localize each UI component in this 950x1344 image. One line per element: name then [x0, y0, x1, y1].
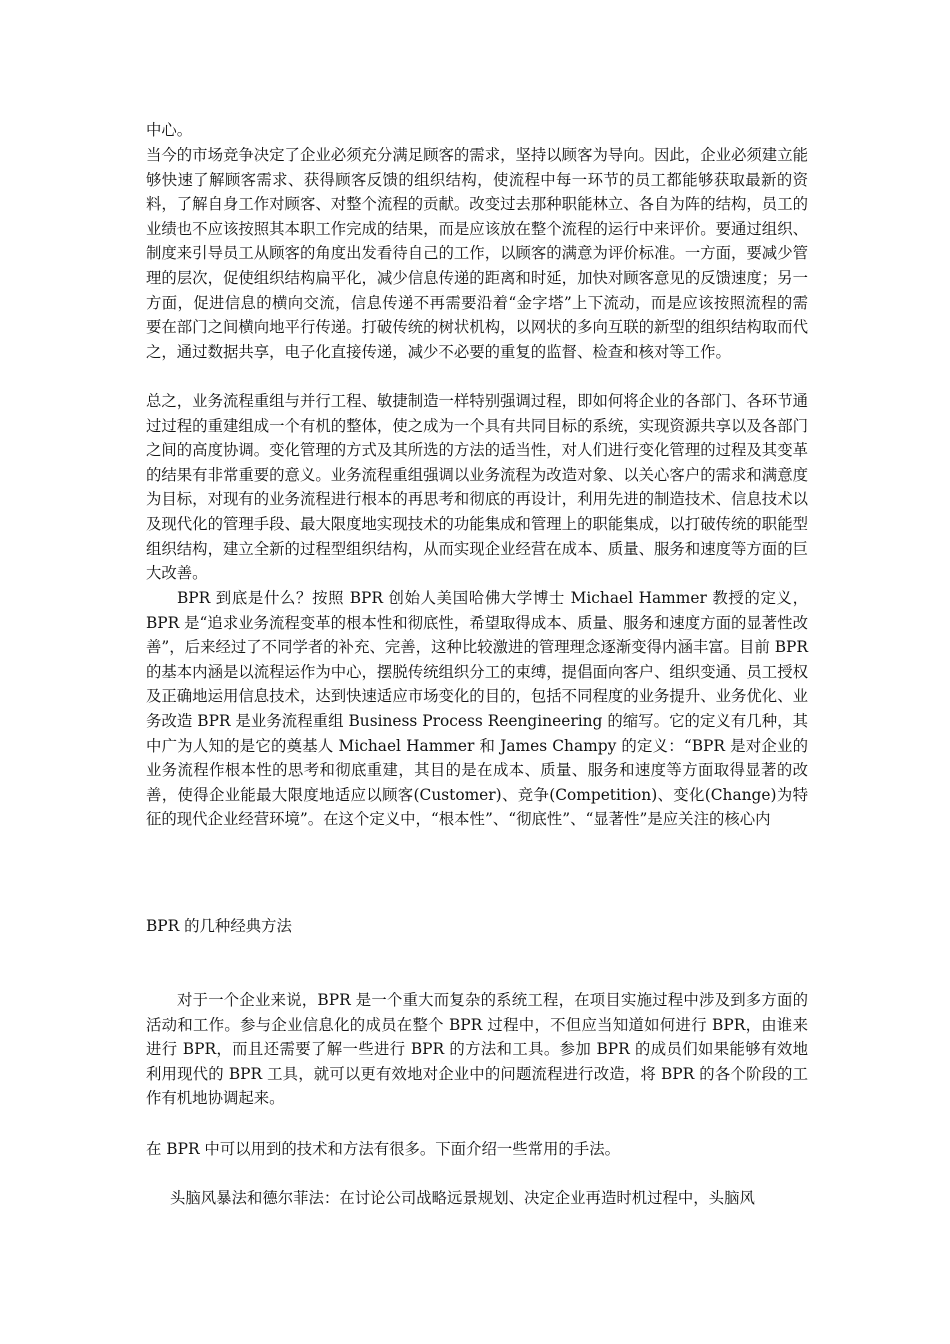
paragraph-1: 中心。 [146, 121, 193, 139]
section-heading: BPR 的几种经典方法 [146, 917, 292, 935]
paragraph-5: 对于一个企业来说，BPR 是一个重大而复杂的系统工程，在项目实施过程中涉及到多方面的活动和工作。参与企业信息化的成员在整个 BPR 过程中，不但应当知道如何进行 BPR，由谁来进行 BPR，而且还需要了解一些进行 BPR 的方法和工具。参加 BPR 的成员们如果能够有效地利用现代的 BPR 工具，就可以更有效地对企业中的问题流程进行改造，将 BPR 的各个阶段的工作有机地协调起来。 [146, 991, 808, 1108]
paragraph-2: 当今的市场竞争决定了企业必须充分满足顾客的需求，坚持以顾客为导向。因此，企业必须建立能够快速了解顾客需求、获得顾客反馈的组织结构，使流程中每一环节的员工都能够获取最新的资料，了解自身工作对顾客、对整个流程的贡献。改变过去那种职能林立、各自为阵的结构，员工的业绩也不应该按照其本职工作完成的结果，而是应该放在整个流程的运行中来评价。要通过组织、制度来引导员工从顾客的角度出发看待自己的工作，以顾客的满意为评价标准。一方面，要减少管理的层次，促使组织结构扁平化，减少信息传递的距离和时延，加快对顾客意见的反馈速度；另一方面，促进信息的横向交流，信息传递不再需要沿着“金字塔”上下流动，而是应该按照流程的需要在部门之间横向地平行传递。打破传统的树状机构，以网状的多向互联的新型的组织结构取而代之，通过数据共享，电子化直接传递，减少不必要的重复的监督、检查和核对等工作。 [146, 146, 808, 361]
paragraph-4: BPR 到底是什么？按照 BPR 创始人美国哈佛大学博士 Michael Hammer 教授的定义，BPR 是“追求业务流程变革的根本性和彻底性，希望取得成本、质量、服务和速度方面的显著性改善”，后来经过了不同学者的补充、完善，这种比较激进的管理理念逐渐变得内涵丰富。目前 BPR 的基本内涵是以流程运作为中心，摆脱传统组织分工的束缚，提倡面向客户、组织变通、员工授权及正确地运用信息技术，达到快速适应市场变化的目的，包括不同程度的业务提升、业务优化、业务改造 BPR 是业务流程重组 Business Process Reengineering 的缩写。它的定义有几种，其中广为人知的是它的奠基人 Michael Hammer 和 James Champy 的定义：“BPR 是对企业的业务流程作根本性的思考和彻底重建，其目的是在成本、质量、服务和速度等方面取得显著的改善，使得企业能最大限度地适应以顾客(Customer)、竞争(Competition)、变化(Change)为特征的现代企业经营环境”。在这个定义中，“根本性”、“彻底性”、“显著性”是应关注的核心内 [146, 589, 809, 829]
paragraph-3: 总之，业务流程重组与并行工程、敏捷制造一样特别强调过程，即如何将企业的各部门、各环节通过过程的重建组成一个有机的整体，使之成为一个具有共同目标的系统，实现资源共享以及各部门之间的高度协调。变化管理的方式及其所选的方法的适当性，对人们进行变化管理的过程及其变革的结果有非常重要的意义。业务流程重组强调以业务流程为改造对象、以关心客户的需求和满意度为目标，对现有的业务流程进行根本的再思考和彻底的再设计，利用先进的制造技术、信息技术以及现代化的管理手段、最大限度地实现技术的功能集成和管理上的职能集成，以打破传统的职能型组织结构，建立全新的过程型组织结构，从而实现企业经营在成本、质量、服务和速度等方面的巨大改善。 [146, 392, 808, 583]
paragraph-7: 头脑风暴法和德尔菲法：在讨论公司战略远景规划、决定企业再造时机过程中，头脑风 [170, 1189, 755, 1207]
paragraph-6: 在 BPR 中可以用到的技术和方法有很多。下面介绍一些常用的手法。 [146, 1140, 620, 1158]
